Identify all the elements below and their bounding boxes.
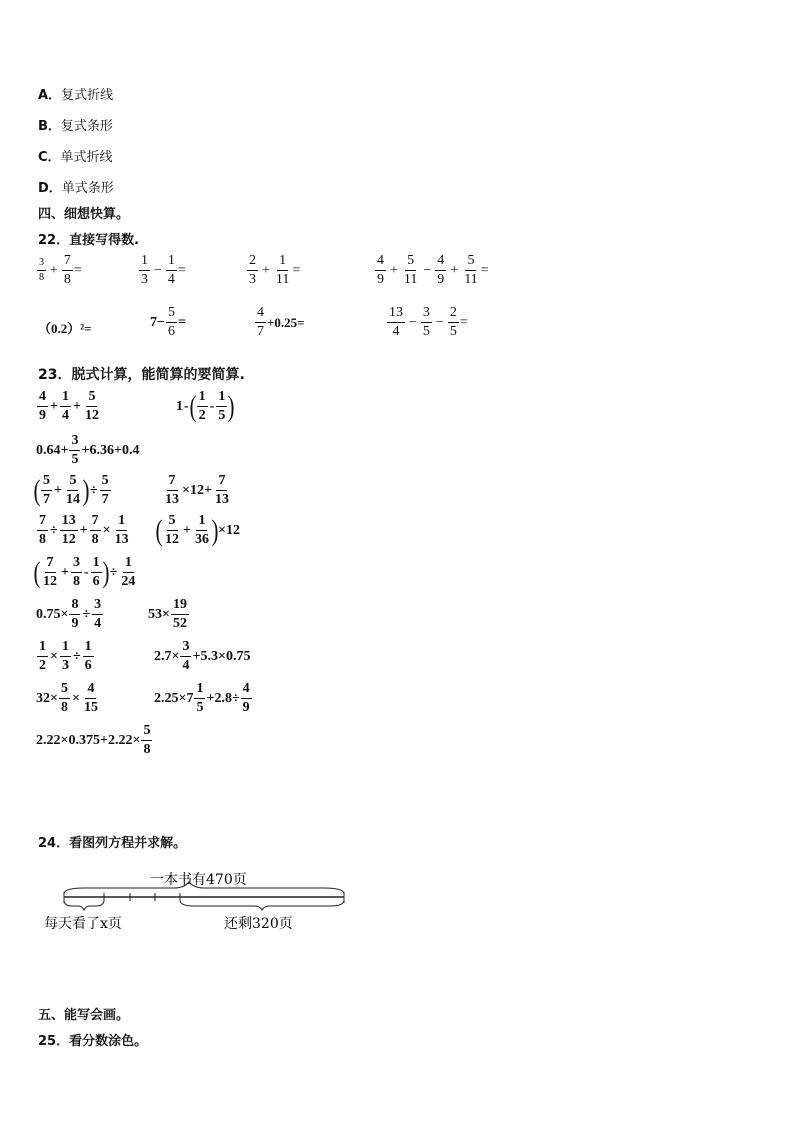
q23-expr-2: 1 - ( $\frac{1}{2}$ - $\frac{1}{5}$ ) xyxy=(176,389,235,423)
book-pages-diagram xyxy=(34,860,354,938)
q22-expr-7: $\frac{4}{7}$ +0.25= xyxy=(257,305,305,339)
option-letter: C． xyxy=(38,150,61,165)
q23-expr-9: 0.75× $\frac{8}{9}$ ÷ $\frac{3}{4}$ xyxy=(36,597,102,631)
q22-expr-6: 7− $\frac{5}{6}$ = xyxy=(150,305,186,339)
q23-expr-5: $\frac{7}{13}$ ×12+ $\frac{7}{13}$ xyxy=(165,473,229,507)
option-text: 单式条形 xyxy=(61,181,114,196)
q23-expr-12: 2.7× $\frac{3}{4}$ +5.3×0.75 xyxy=(154,639,251,673)
total-pages-label: 一本书有470页 xyxy=(150,872,247,888)
q23-expr-3: 0.64+ $\frac{3}{5}$ +6.36+0.4 xyxy=(36,433,140,467)
q23-expr-13: 32× $\frac{5}{8}$ × $\frac{4}{15}$ xyxy=(36,681,98,715)
q23-expr-14: 2.25×7 $\frac{1}{5}$ +2.8÷ $\frac{4}{9}$ xyxy=(154,681,250,715)
option-b xyxy=(38,115,113,134)
q23-expr-8: ( $\frac{7}{12}$ + $\frac{3}{8}$ - $\frac{1}{6}$ ) ÷ $\frac{1}{24}$ xyxy=(33,555,136,589)
q25-title: 25．看分数涂色。 xyxy=(38,1034,148,1049)
q22-expr-8: $\frac{13}{4}$ − $\frac{3}{5}$ − $\frac{2}{5}$ = xyxy=(389,305,468,339)
q23-title: 23．脱式计算，能简算的要简算. xyxy=(38,367,245,383)
option-text: 复式折线 xyxy=(61,88,114,103)
q24-title: 24．看图列方程并求解。 xyxy=(38,836,187,851)
option-text: 单式折线 xyxy=(60,150,113,165)
section-4-title: 四、细想快算。 xyxy=(38,207,130,222)
q22-expr-1: $\frac{3}{8}$ + $\frac{7}{8}$ = xyxy=(39,253,82,287)
remaining-brace xyxy=(180,900,344,910)
q23-expr-7: ( $\frac{5}{12}$ + $\frac{1}{36}$ ) ×12 xyxy=(155,513,240,547)
option-letter: D． xyxy=(38,181,62,196)
option-text: 复式条形 xyxy=(60,119,113,134)
daily-brace xyxy=(64,900,104,910)
q23-expr-1: $\frac{4}{9}$ + $\frac{1}{4}$ + $\frac{5}{12}$ xyxy=(39,389,99,423)
q23-expr-15: 2.22×0.375+2.22× $\frac{5}{8}$ xyxy=(36,723,151,757)
remaining-pages-label: 还剩320页 xyxy=(224,916,293,932)
q23-expr-11: $\frac{1}{2}$ × $\frac{1}{3}$ ÷ $\frac{1}{6}$ xyxy=(39,639,92,673)
q22-expr-5: （0.2）²= xyxy=(38,321,92,336)
q22-expr-4: $\frac{4}{9}$ + $\frac{5}{11}$ − $\frac{4}{9}$ + $\frac{5}{11}$ = xyxy=(377,253,489,287)
q23-expr-4: ( $\frac{5}{7}$ + $\frac{5}{14}$ ) ÷ $\frac{5}{7}$ xyxy=(33,473,109,507)
section-5-title: 五、能写会画。 xyxy=(38,1008,130,1023)
option-letter: B． xyxy=(38,119,61,134)
option-d xyxy=(38,177,114,196)
q22-expr-2: $\frac{1}{3}$ − $\frac{1}{4}$ = xyxy=(141,253,186,287)
option-a xyxy=(38,84,113,103)
q23-expr-6: $\frac{7}{8}$ ÷ $\frac{13}{12}$ + $\frac{7}{8}$ × $\frac{1}{13}$ xyxy=(39,513,129,547)
daily-pages-label: 每天看了x页 xyxy=(44,916,122,932)
q23-expr-10: 53× $\frac{19}{52}$ xyxy=(148,597,187,631)
q22-expr-3: $\frac{2}{3}$ + $\frac{1}{11}$ = xyxy=(249,253,301,287)
option-letter: A． xyxy=(38,88,62,103)
q22-title: 22．直接写得数. xyxy=(38,233,140,248)
option-c xyxy=(38,146,113,165)
